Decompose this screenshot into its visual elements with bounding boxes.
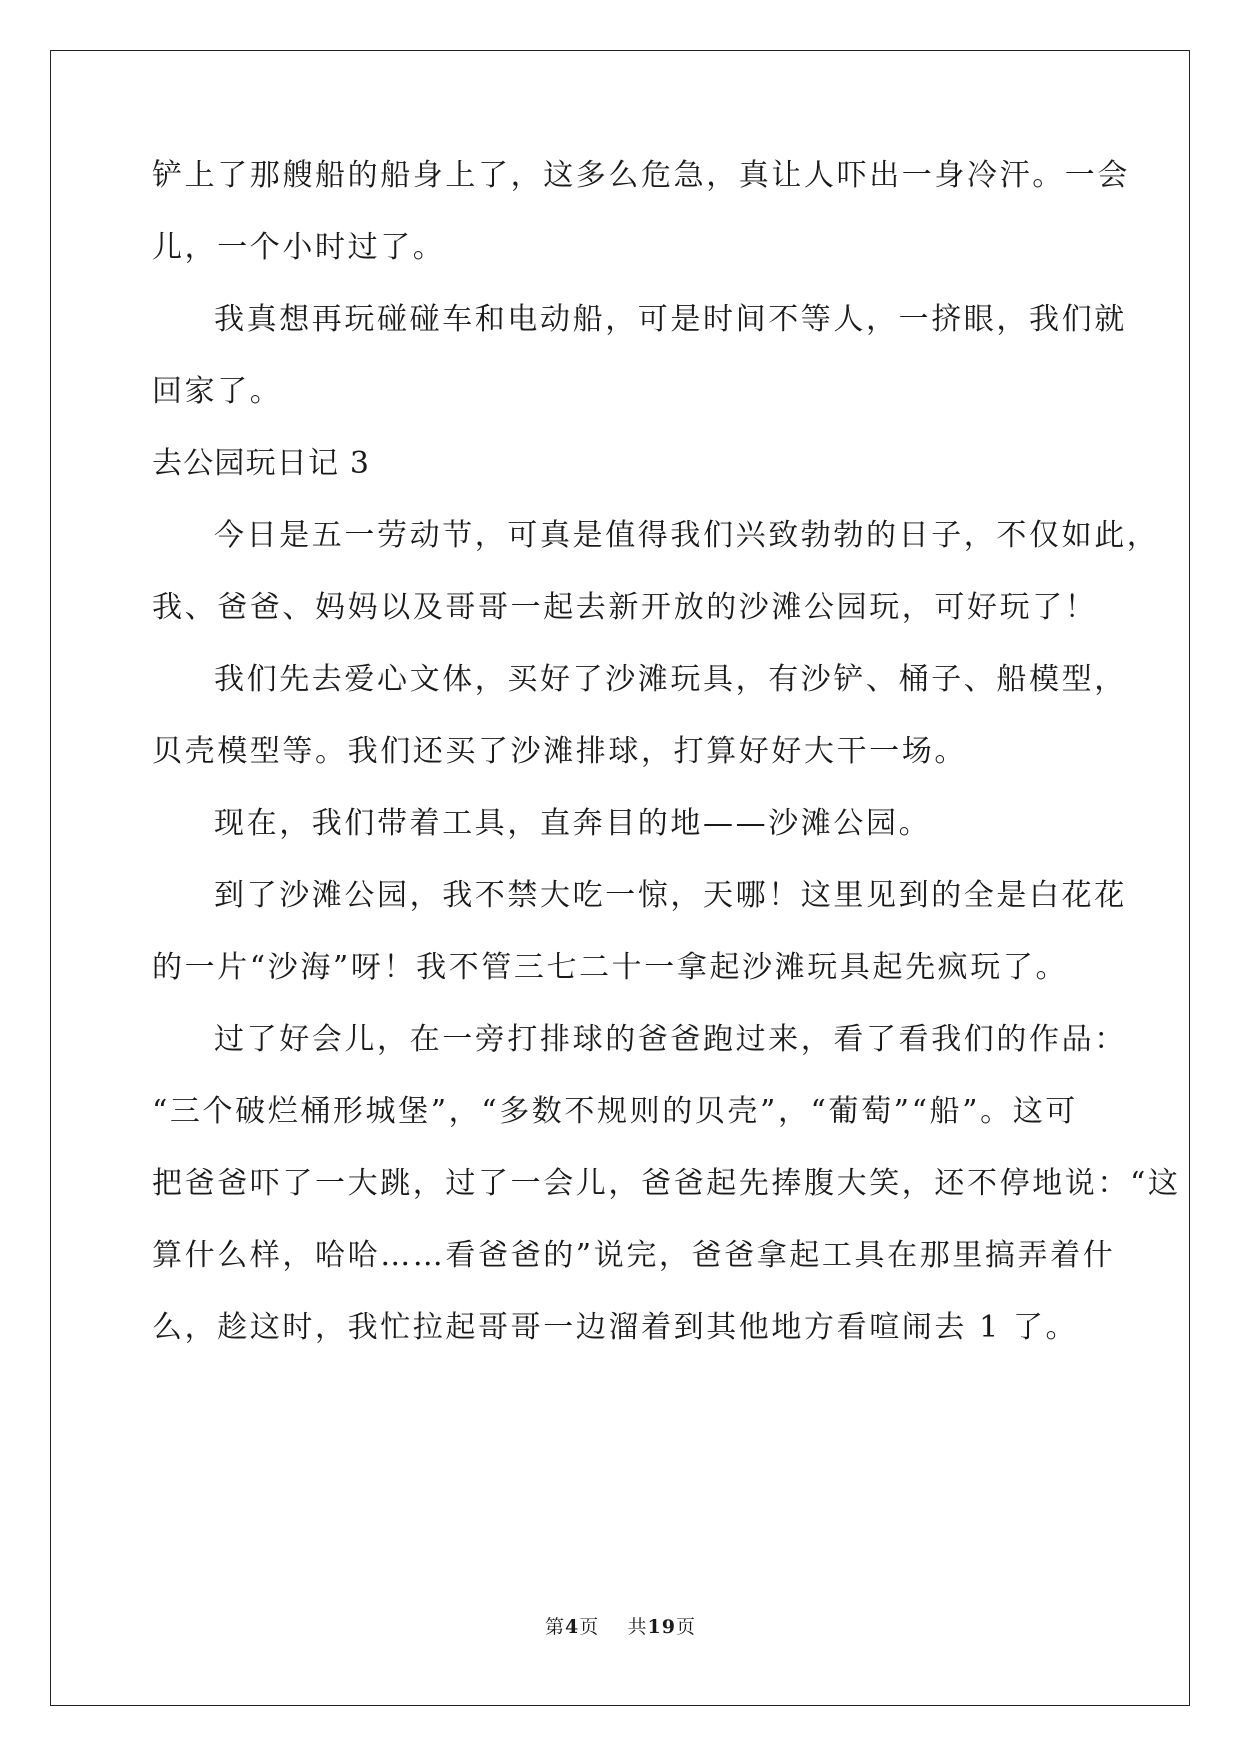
paragraph-start: 到了沙滩公园，我不禁大吃一惊，天哪！这里见到的全是白花花	[214, 878, 1127, 913]
paragraph-start: 现在，我们带着工具，直奔目的地——沙滩公园。	[214, 806, 932, 841]
paragraph-start: 我们先去爱心文体，买好了沙滩玩具，有沙铲、桶子、船模型，	[214, 662, 1127, 697]
text-line: 贝壳模型等。我们还买了沙滩排球，打算好好大干一场。	[152, 734, 967, 769]
paragraph-start: 今日是五一劳动节，可真是值得我们兴致勃勃的日子，不仅如此，	[214, 518, 1160, 553]
footer-total-prefix: 共	[627, 1616, 648, 1638]
footer-page-suffix: 页	[579, 1616, 600, 1638]
text-line: 铲上了那艘船的船身上了，这多么危急，真让人吓出一身冷汗。一会	[152, 158, 1130, 193]
section-heading: 去公园玩日记 3	[152, 446, 371, 481]
footer-prefix: 第	[545, 1616, 566, 1638]
text-line: 我、爸爸、妈妈以及哥哥一起去新开放的沙滩公园玩，可好玩了！	[152, 590, 1098, 625]
text-line: 回家了。	[152, 374, 283, 409]
footer-total-suffix: 页	[675, 1616, 696, 1638]
text-line: 算什么样，哈哈……看爸爸的”说完，爸爸拿起工具在那里搞弄着什	[152, 1238, 1116, 1273]
text-line: 么，趁这时，我忙拉起哥哥一边溜着到其他地方看喧闹去 1 了。	[152, 1310, 1079, 1345]
paragraph-start: 过了好会儿，在一旁打排球的爸爸跑过来，看了看我们的作品：	[214, 1022, 1127, 1057]
text-line: 儿，一个小时过了。	[152, 230, 446, 265]
footer-total-pages: 19	[647, 1616, 676, 1638]
paragraph-start: 我真想再玩碰碰车和电动船，可是时间不等人，一挤眼，我们就	[214, 302, 1127, 337]
text-line: 把爸爸吓了一大跳，过了一会儿，爸爸起先捧腹大笑，还不停地说：“这	[152, 1166, 1181, 1201]
text-line: 的一片“沙海”呀！我不管三七二十一拿起沙滩玩具起先疯玩了。	[152, 950, 1069, 985]
page-footer	[0, 1612, 1241, 1639]
footer-page-number: 4	[565, 1616, 580, 1638]
text-line: “三个破烂桶形城堡”，“多数不规则的贝壳”，“葡萄”“船”。这可	[152, 1094, 1078, 1129]
